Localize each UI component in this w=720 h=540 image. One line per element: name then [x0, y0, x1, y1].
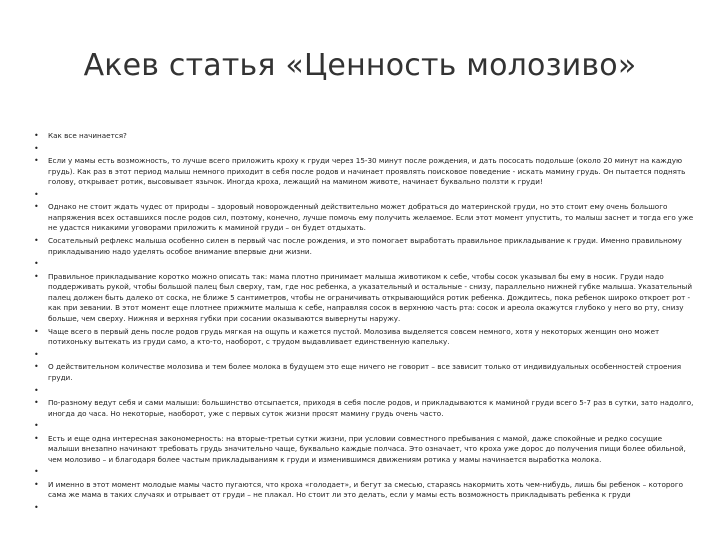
bullet-list [34, 131, 694, 515]
bullet-item: • О действительном количестве молозива и тем более молока в будущем это еще ничего не говорит – все зависит только от индивидуальных особенностей строения груди. [34, 362, 694, 383]
bullet-item: • По-разному ведут себя и сами малыши: большинство отсыпается, приходя в себя после родов, и прикладываются к маминой груди всего 5-7 раз в сутки, зато надолго, иногда до часа. Но некоторые, наоборот, уже с первых суток жизни просят мамину грудь очень часто. [34, 398, 694, 419]
bullet-item: • Чаще всего в первый день после родов грудь мягкая на ощупь и кажется пустой. Молозива выделяется совсем немного, хотя у некоторых женщин оно может потихоньку вытекать из груди само, а кто-то, наоборот, с трудом выдавливает единственную капельку. [34, 327, 694, 348]
bullet-item: • Сосательный рефлекс малыша особенно силен в первый час после рождения, и это помогает выработать правильное прикладывание к груди. Именно правильному прикладыванию надо уделять особое внимание впервые дни жизни. [34, 236, 694, 257]
bullet-item [34, 467, 694, 477]
bullet-item [34, 421, 694, 431]
bullet-item: • Правильное прикладывание коротко можно описать так: мама плотно принимает малыша животиком к себе, чтобы сосок указывал бы ему в носик. Груди надо поддерживать рукой, чтобы большой палец был сверху, там, где нос ребенка, а указательный и остальные - снизу, параллельно нижней губке малыша. Указательный палец должен быть далеко от соска, не ближе 5 сантиметров, чтобы не ограничивать открывающийся ротик ребенка. Дождитесь, пока ребенок широко откроет рот - как при зевании. В этот момент еще плотнее прижмите малыша к себе, направляя сосок в верхнюю часть рта: сосок и ареола окажутся глубоко у него во рту, снизу больше, чем сверху. Нижняя и верхняя губки при сосании оказываются вывернуты наружу. [34, 272, 694, 325]
bullet-item [34, 190, 694, 200]
bullet-item: • И именно в этот момент молодые мамы часто пугаются, что кроха «голодает», и бегут за смесью, стараясь накормить хоть чем-нибудь, лишь бы ребенок – которого сама же мама в таких случаях и отрывает от груди – не плакал. Но стоит ли это делать, если у мамы есть возможность прикладывать ребенка к груди [34, 480, 694, 501]
bullet-item: • Есть и еще одна интересная закономерность: на вторые-третьи сутки жизни, при условии совместного пребывания с мамой, даже спокойные и редко сосущие малыши внезапно начинают требовать грудь значительно чаще, буквально каждые полчаса. Это означает, что кроха уже дорос до получения пищи более обильной, чем молозиво – и благодаря более частым прикладываниям к груди и изменившимся движениям ротика у мамы начинается выработка молока. [34, 434, 694, 466]
bullet-item [34, 503, 694, 513]
bullet-item: • Как все начинается? [34, 131, 694, 142]
slide-title: Акев статья «Ценность молозиво» [83, 48, 637, 83]
bullet-item [34, 350, 694, 360]
bullet-item: • Если у мамы есть возможность, то лучше всего приложить кроху к груди через 15-30 минут после рождения, и дать пососать подольше (около 20 минут на каждую грудь). Как раз в этот период малыш немного приходит в себя после родов и начинает проявлять поисковое поведение - искать мамину грудь. Он пытается поднять голову, открывает ротик, высовывает язычок. Иногда кроха, лежащий на мамином животе, начинает буквально ползти к груди! [34, 156, 694, 188]
bullet-item [34, 259, 694, 269]
bullet-item: • Однако не стоит ждать чудес от природы – здоровый новорожденный действительно может добраться до материнской груди, но это стоит ему очень большого напряжения всех оставшихся после родов сил, поэтому, конечно, лучше помочь ему получить желаемое. Если этот момент упустить, то малыш заснет и тогда его уже не удастся никакими уговорами приложить к маминой груди – он будет отдыхать. [34, 202, 694, 234]
bullet-item [34, 144, 694, 154]
bullet-item [34, 386, 694, 396]
